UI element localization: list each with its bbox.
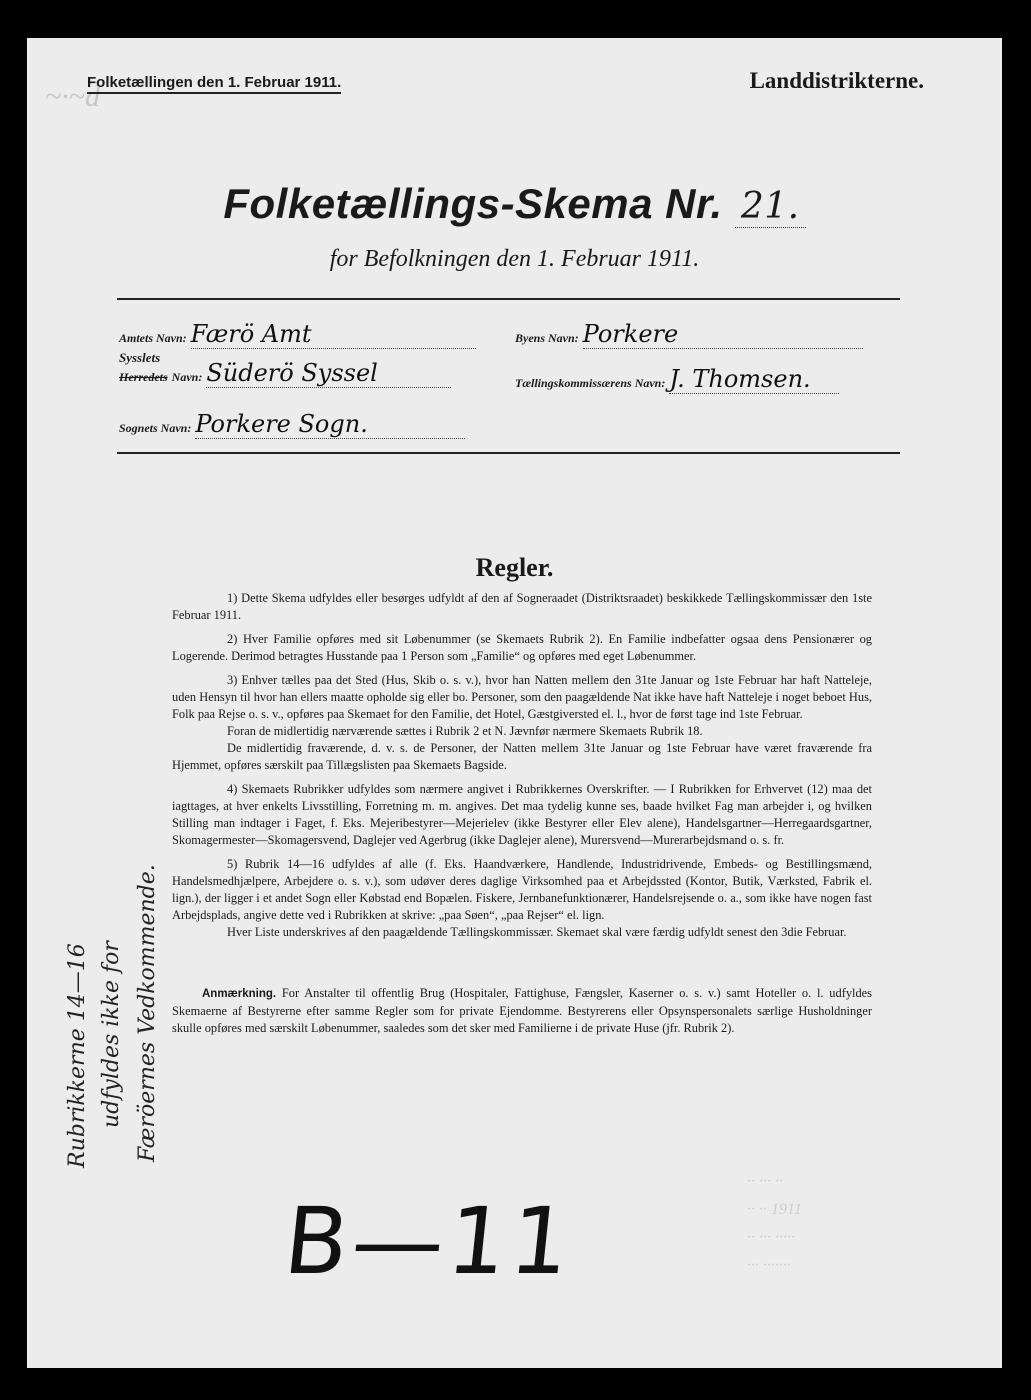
census-form-page xyxy=(27,38,1002,1368)
faded-stamp: ~·~d xyxy=(45,80,100,113)
amt-value: Færö Amt xyxy=(191,320,476,349)
kommissaer-value: J. Thomsen. xyxy=(669,365,839,394)
rule-5: 5) Rubrik 14—16 udfyldes af alle (f. Eks. Haandværkere, Handlende, Industridrivende, Embeds- og Bestillingsmænd, Handelsmedhjælpere, Arbejdere o. s. v.), som udøver deres daglige Virksomhed paa et Arbejdssted (Kontor, Butik, Værksted, Fabrik el. lign.), der ligger i et andet Sogn eller Købstad end Bopælen. Fiskere, Jernbanefunktionærer, Handelsrejsende o. a., som ikke have nogen fast Arbejdsplads, angive dette ved i Rubrikken at skrive: „paa Søen“, „paa Rejser“ el. lign. xyxy=(172,857,872,922)
sogn-field xyxy=(119,410,494,439)
side-note-line-3: Færöernes Vedkommende. xyxy=(135,864,160,1162)
divider-top xyxy=(117,298,900,300)
rule-1: 1) Dette Skema udfyldes eller besørges udfyldt af den af Sogneraadet (Distriktsraadet) beskikkede Tællingskommissær den 1ste Februar 1911. xyxy=(172,591,872,622)
herred-label-struck: Herredets xyxy=(119,370,168,384)
by-field xyxy=(515,320,905,349)
district-type: Landdistrikterne. xyxy=(749,68,924,93)
herred-value: Süderö Syssel xyxy=(206,359,451,388)
rule-2: 2) Hver Familie opføres med sit Løbenummer (se Skemaets Rubrik 2). En Familie indbefatter ogsaa dens Pensionærer og Logerende. Derimod betragtes Husstande paa 1 Person som „Familie“ og opføres med eget Løbenummer. xyxy=(172,632,872,663)
rule-3c: De midlertidig fraværende, d. v. s. de Personer, der Natten mellem 31te Januar og 1ste Februar have været fraværende fra Hjemmet, opføres særskilt paa Tillægslisten paa Skemaets Bagside. xyxy=(172,741,872,772)
sogn-label: Sognets Navn: xyxy=(119,421,192,435)
census-label: Folketællingen den 1. Februar 1911. xyxy=(87,74,341,94)
rule-3: 3) Enhver tælles paa det Sted (Hus, Skib o. s. v.), hvor han Natten mellem den 31te Januar og 1ste Februar har haft Natteleje, uden Hensyn til hvor han ellers maatte opholde sig eller bo. Personer, som den paagældende Nat ikke have haft Natteleje i noget beboet Hus, Folk paa Rejse o. s. v., opføres paa Skemaet for den Familie, det Hotel, Gæstgiversted el. l., hvor de først tage ind 1ste Februar. xyxy=(172,673,872,721)
herred-field xyxy=(119,350,494,388)
by-value: Porkere xyxy=(583,320,863,349)
amt-label: Amtets Navn: xyxy=(119,331,187,345)
kommissaer-field xyxy=(515,365,905,394)
form-title xyxy=(27,180,1002,228)
form-number: 21. xyxy=(735,186,806,228)
archive-mark: B—11 xyxy=(279,1188,579,1295)
rules-heading: Regler. xyxy=(475,553,554,582)
herred-label-suffix: Navn: xyxy=(171,370,203,384)
herred-label-replacement: Sysslets xyxy=(119,350,161,365)
rule-3b: Foran de midlertidig nærværende sættes i Rubrik 2 et N. Jævnfør nærmere Skemaets Rubrik 18. xyxy=(227,724,703,738)
note-text: For Anstalter til offentlig Brug (Hospitaler, Fattighuse, Fængsler, Kaserner o. s. v.) samt Hoteller o. l. udfyldes Skemaerne af Bestyrerne efter samme Regler som for private Ejendomme. Bestyrerens eller Opsynspersonalets særlige Husholdninger skulle opføres med særskilt Løbenummer, saaledes som det sker med Familierne i de private Huse (jfr. Rubrik 2). xyxy=(172,986,872,1035)
sogn-value: Porkere Sogn. xyxy=(195,410,465,439)
rule-4: 4) Skemaets Rubrikker udfyldes som nærmere angivet i Rubrikkernes Overskrifter. — I Rubrikken for Erhvervet (12) maa det iagttages, at hver enkelts Livsstilling, Forretning m. m. angives. Det maa tydelig kunne ses, baade hvilket Fag man arbejder i, og hvilken Stilling man indtager i Faget, f. Eks. Mejeribestyrer—Mejerielev (ikke Bestyrer eller Elev alene), Handelsgartner—Herregaardsgartner, Skomagermester—Skomagersvend, Daglejer ved Agerbrug (ikke Daglejer alene), Murersvend—Murerarbejdsmand o. s. fr. xyxy=(172,782,872,847)
note xyxy=(172,985,872,1037)
side-note-line-2: udfyldes ikke for xyxy=(99,941,124,1128)
by-label: Byens Navn: xyxy=(515,331,579,345)
note-label: Anmærkning. xyxy=(202,988,277,1000)
form-subtitle: for Befolkningen den 1. Februar 1911. xyxy=(329,246,700,272)
divider-bottom xyxy=(117,452,900,454)
bleed-through-marks: ·· ··· ·· ·· ·· 1911 ·· ··· ····· ··· ······· xyxy=(747,1173,802,1274)
kommissaer-label: Tællingskommissærens Navn: xyxy=(515,376,666,390)
rule-6: Hver Liste underskrives af den paagældende Tællingskommissær. Skemaet skal være færdig udfyldt senest den 3die Februar. xyxy=(227,925,847,939)
amt-field xyxy=(119,320,494,349)
form-title-text: Folketællings-Skema Nr. xyxy=(223,180,723,227)
side-note-line-1: Rubrikkerne 14—16 xyxy=(65,943,90,1168)
rules-body xyxy=(172,590,872,1044)
